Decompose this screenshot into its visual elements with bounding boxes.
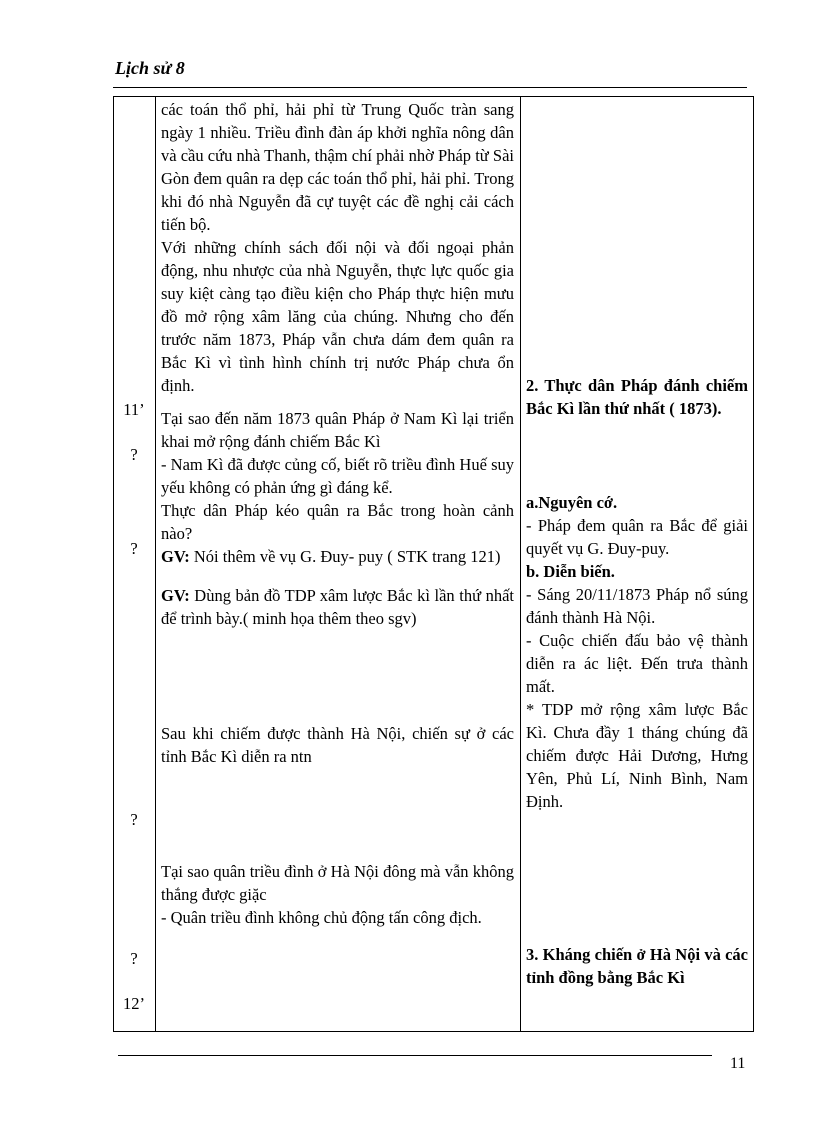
section-heading: 2. Thực dân Pháp đánh chiếm Bắc Kì lần thứ nhất ( 1873). [526, 376, 748, 418]
question-text: Sau khi chiếm được thành Hà Nội, chiến sự ở các tỉnh Bắc Kì diễn ra ntn [161, 724, 514, 766]
question-text: Thực dân Pháp kéo quân ra Bắc trong hoàn cảnh nào? [161, 501, 514, 543]
teacher-note [161, 584, 514, 630]
note-item: * TDP mở rộng xâm lược Bắc Kì. Chưa đầy 1 tháng chúng đã chiếm được Hải Dương, Hưng Yên, Phủ Lí, Ninh Bình, Nam Định. [526, 700, 748, 811]
question-marker: ? [130, 539, 138, 558]
answer-text: - Quân triều đình không chủ động tấn công địch. [161, 908, 482, 927]
teacher-label: GV: [161, 547, 190, 566]
subsection-heading: b. Diễn biến. [526, 562, 615, 581]
time-column [114, 97, 156, 1032]
answer-text: - Nam Kì đã được củng cố, biết rõ triều đình Huế suy yếu không có phản ứng gì đáng kể. [161, 455, 514, 497]
teacher-note-text: Nói thêm về vụ G. Đuy- puy ( STK trang 121) [189, 547, 501, 566]
paragraph: các toán thổ phỉ, hải phỉ từ Trung Quốc tràn sang ngày 1 nhiều. Triều đình đàn áp khởi nghĩa nông dân và cầu cứu nhà Thanh, thậm chí phải nhờ Pháp từ Sài Gòn đem quân ra dẹp các toán thổ phỉ, hải phỉ. Trong khi đó nhà Nguyễn đã cự tuyệt các đề nghị cải cách tiến bộ. [161, 100, 514, 234]
paragraph: Với những chính sách đối nội và đối ngoại phản động, nhu nhược của nhà Nguyễn, thực lực quốc gia suy kiệt càng tạo điều kiện cho Pháp thực hiện mưu đồ mở rộng xâm lăng của chúng. Nhưng cho đến trước năm 1873, Pháp vẫn chưa dám đem quân ra Bắc Kì vì tình hình chính trị nước Pháp chưa ổn định. [161, 238, 514, 395]
note-item: - Sáng 20/11/1873 Pháp nổ súng đánh thành Hà Nội. [526, 585, 748, 627]
teacher-note-text: Dùng bản đồ TDP xâm lược Bắc kì lần thứ nhất để trình bày.( minh họa thêm theo sgv) [161, 586, 514, 628]
time-marker: 11’ [123, 400, 145, 419]
notes-column [521, 97, 754, 1032]
lesson-table [113, 96, 754, 1032]
time-marker: 12’ [123, 994, 145, 1013]
teacher-label: GV: [161, 586, 190, 605]
teacher-note [161, 545, 514, 568]
note-item: - Cuộc chiến đấu bảo vệ thành diễn ra ác liệt. Đến trưa thành mất. [526, 631, 748, 696]
footer-rule [118, 1055, 712, 1056]
page-header-title: Lịch sử 8 [115, 58, 185, 78]
content-column [156, 97, 521, 1032]
page-number: 11 [730, 1055, 746, 1072]
question-marker: ? [130, 810, 138, 829]
question-marker: ? [130, 445, 138, 464]
note-item: - Pháp đem quân ra Bắc để giải quyết vụ G. Đuy-puy. [526, 516, 748, 558]
question-marker: ? [130, 949, 138, 968]
subsection-heading: a.Nguyên cớ. [526, 493, 618, 512]
question-text: Tại sao quân triều đình ở Hà Nội đông mà vẫn không thắng được giặc [161, 862, 514, 904]
header-rule [113, 87, 747, 88]
section-heading: 3. Kháng chiến ở Hà Nội và các tỉnh đồng bằng Bắc Kì [526, 945, 748, 987]
question-text: Tại sao đến năm 1873 quân Pháp ở Nam Kì lại triển khai mở rộng đánh chiếm Bắc Kì [161, 409, 514, 451]
